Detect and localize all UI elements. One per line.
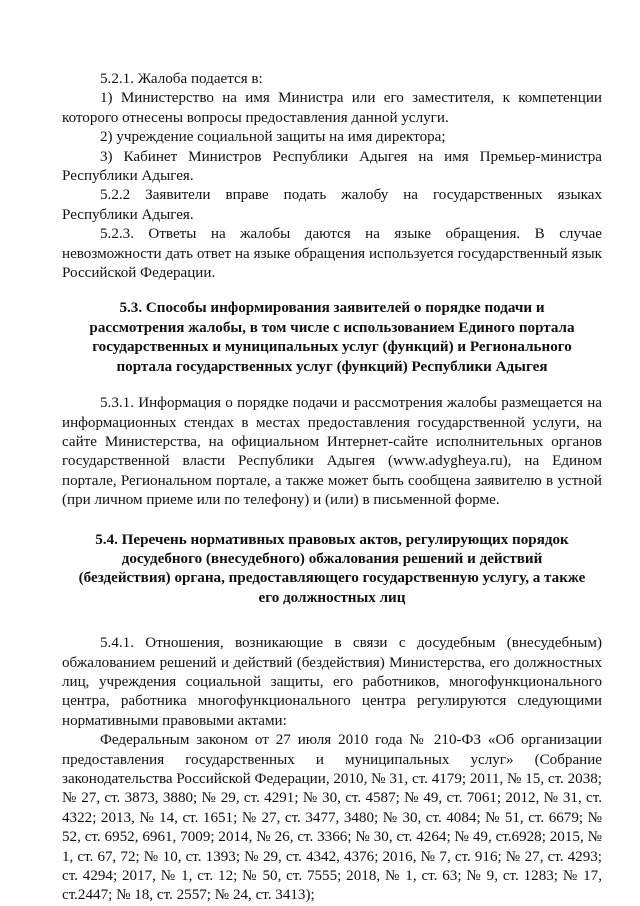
paragraph-item-3: 3) Кабинет Министров Республики Адыгея на имя Премьер-министра Республики Адыгея.: [62, 148, 602, 185]
paragraph-5-2-1: 5.2.1. Жалоба подается в:: [100, 71, 263, 87]
paragraph-item-2: 2) учреждение социальной защиты на имя директора;: [100, 129, 446, 146]
paragraph-5-2-2: 5.2.2 Заявители вправе подать жалобу на государственных языках Республики Адыгея.: [62, 187, 602, 223]
section-heading-5-3: 5.3. Способы информирования заявителей о порядке подачи и рассмотрения жалобы, в том числе с использованием Единого портала государственных и муниципальных услуг (функций) и Регионального портала государственных услуг (функций) Республики Адыгея: [89, 300, 575, 375]
paragraph-5-4-1: 5.4.1. Отношения, возникающие в связи с досудебным (внесудебным) обжалованием решений и действий (бездействия) Министерства, его должностных лиц, учреждения социальной защиты, его работников, многофункционального центра, работника многофункционального центра регулируются следующими нормативными правовыми актами:: [62, 635, 602, 729]
paragraph-5-2-3: 5.2.3. Ответы на жалобы даются на языке обращения. В случае невозможности дать ответ на языке обращения используется государственный язык Российской Федерации.: [62, 226, 602, 282]
section-heading-5-4: 5.4. Перечень нормативных правовых актов, регулирующих порядок досудебного (внесудебного) обжалования решений и действий (бездействия) органа, предоставляющего государственную услугу, а также его должностных лиц: [78, 531, 586, 606]
paragraph-item-1: 1) Министерство на имя Министра или его заместителя, к компетенции которого отнесены вопросы предоставления данной услуги.: [62, 90, 602, 126]
paragraph-5-3-1: 5.3.1. Информация о порядке подачи и рассмотрения жалобы размещается на информационных стендах в местах предоставления государственной услуги, на сайте Министерства, на официальном Интернет-сайте исполнительных органов государственной власти Республики Адыгея (www.adygheya.ru), на Едином портале, Региональном портале, а также может быть сообщена заявителю в устной (при личном приеме или по телефону) и (или) в письменной форме.: [62, 395, 602, 509]
paragraph-federal-law: Федеральным законом от 27 июля 2010 года № 210-ФЗ «Об организации предоставления государственных и муниципальных услуг» (Собрание законодательства Российской Федерации, 2010, № 31, ст. 4179; 2011, № 15, ст. 2038; № 27, ст. 3873, 3880; № 29, ст. 4291; № 30, ст. 4587; № 49, ст. 7061; 2012, № 31, ст. 4322; 2013, № 14, ст. 1651; № 27, ст. 3477, 3480; № 30, ст. 4084; № 51, ст. 6679; № 52, ст. 6952, 6961, 7009; 2014, № 26, ст. 3366; № 30, ст. 4264; № 49, ст.6928; 2015, № 1, ст. 67, 72; № 10, ст. 1393; № 29, ст. 4342, 4376; 2016, № 7, ст. 916; № 27, ст. 4293; ст. 4294; 2017, № 1, ст. 12; № 50, ст. 7555; 2018, № 1, ст. 63; № 9, ст. 1283; № 17, ст.2447; № 18, ст. 2557; № 24, ст. 3413);: [62, 732, 602, 904]
